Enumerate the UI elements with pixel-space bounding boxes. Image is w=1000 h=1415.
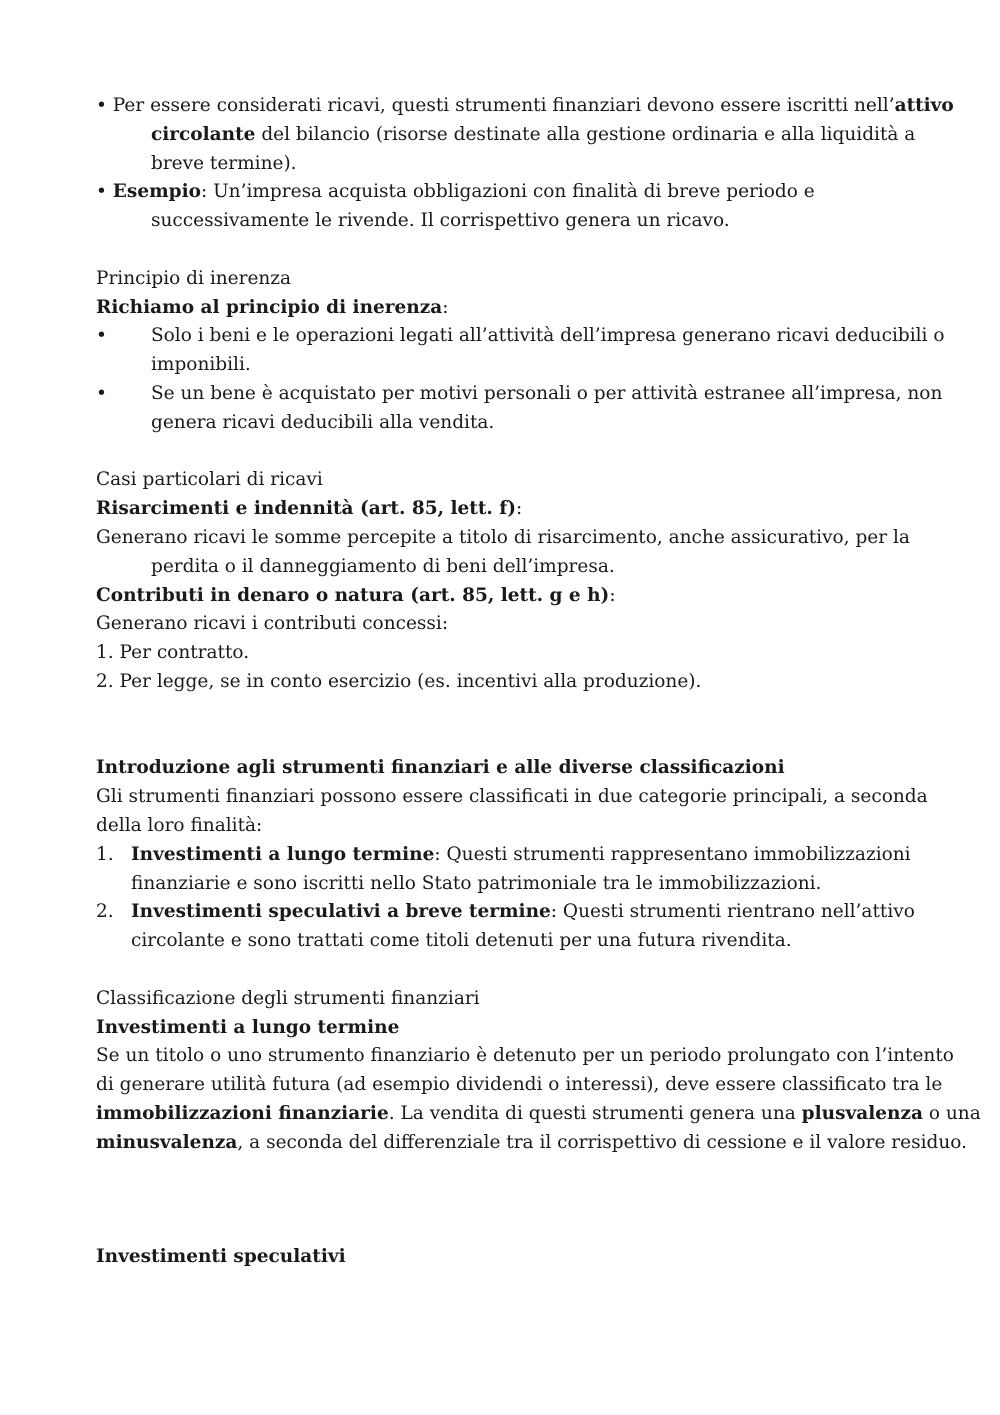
item-number: 2. <box>96 901 114 923</box>
bold-text: plusvalenza <box>801 1102 923 1124</box>
numbered-item: 1. Per contratto. <box>96 642 250 664</box>
spacer <box>96 236 916 265</box>
heading-investimenti-speculativi: Investimenti speculativi <box>96 1246 346 1268</box>
text: circolante e sono trattati come titoli detenuti per una futura rivendita. <box>131 930 792 952</box>
bold-text: immobilizzazioni finanziarie <box>96 1102 389 1124</box>
bold-text: minusvalenza <box>96 1131 238 1153</box>
paragraph-line: di generare utilità futura (ad esempio dividendi o interessi), deve essere classificato tra le <box>96 1074 943 1096</box>
text: Solo i beni e le operazioni legati all’attività dell’impresa generano ricavi deducibili o <box>151 325 945 347</box>
list-item <box>96 380 943 438</box>
subheading-risarcimenti <box>96 495 916 524</box>
bullet-icon: • <box>96 382 107 404</box>
text: , a seconda del differenziale tra il corrispettivo di cessione e il valore residuo. <box>237 1131 967 1153</box>
spacer <box>96 1157 916 1243</box>
paragraph-line <box>96 1129 967 1158</box>
list-item <box>96 322 945 380</box>
text: o una <box>922 1102 981 1124</box>
item-number: 1. <box>96 843 114 865</box>
text: breve termine). <box>151 152 297 174</box>
heading-principio-inerenza: Principio di inerenza <box>96 267 292 289</box>
text: • Per essere considerati ricavi, questi strumenti finanziari devono essere iscritti nell’ <box>96 95 895 116</box>
text: Se un bene è acquistato per motivi personali o per attività estranee all’impresa, non <box>151 382 943 404</box>
paragraph-line: Se un titolo o uno strumento finanziario è detenuto per un periodo prolungato con l’intento <box>96 1045 954 1067</box>
numbered-item: 2. Per legge, se in conto esercizio (es. incentivi alla produzione). <box>96 670 702 692</box>
text: . La vendita di questi strumenti genera una <box>388 1102 802 1124</box>
bold-text: Investimenti speculativi a breve termine <box>131 901 551 923</box>
bold-text: Esempio <box>112 181 201 203</box>
text: genera ricavi deducibili alla vendita. <box>151 411 495 433</box>
text: : Questi strumenti rappresentano immobilizzazioni <box>434 843 911 865</box>
bullet-esempio <box>96 178 916 236</box>
bold-text: Contributi in denaro o natura (art. 85, lett. g e h) <box>96 584 610 606</box>
paragraph-line: della loro finalità: <box>96 814 263 836</box>
subheading-lungo-termine: Investimenti a lungo termine <box>96 1016 400 1038</box>
paragraph-line: Generano ricavi le somme percepite a titolo di risarcimento, anche assicurativo, per la <box>96 526 910 548</box>
spacer <box>96 697 916 755</box>
text: successivamente le rivende. Il corrispettivo genera un ricavo. <box>151 210 730 232</box>
paragraph-line <box>96 1100 981 1129</box>
paragraph-line: Generano ricavi i contributi concessi: <box>96 613 449 635</box>
numbered-item <box>96 841 916 899</box>
spacer <box>96 956 916 985</box>
text: : Questi strumenti rientrano nell’attivo <box>550 901 915 923</box>
numbered-item <box>96 898 916 956</box>
heading-classificazione: Classificazione degli strumenti finanziari <box>96 987 480 1009</box>
subheading-contributi <box>96 582 916 611</box>
bold-text: Richiamo al principio di inerenza <box>96 296 443 318</box>
document-page <box>96 92 981 1272</box>
spacer <box>96 438 916 467</box>
bold-text: circolante <box>151 123 256 145</box>
paragraph-line: Gli strumenti finanziari possono essere classificati in due categorie principali, a seconda <box>96 786 928 808</box>
text: : <box>609 584 616 606</box>
subheading-richiamo <box>96 294 916 323</box>
text: • <box>96 181 113 203</box>
paragraph-line: perdita o il danneggiamento di beni dell’impresa. <box>151 555 615 577</box>
bold-text: attivo <box>894 95 954 116</box>
text: finanziarie e sono iscritti nello Stato patrimoniale tra le immobilizzazioni. <box>131 872 822 894</box>
text: : <box>442 296 449 318</box>
bullet-ricavi-attivo <box>96 92 954 178</box>
text: : Un’impresa acquista obbligazioni con finalità di breve periodo e <box>200 181 815 203</box>
bold-text: Risarcimenti e indennità (art. 85, lett. f) <box>96 498 516 520</box>
heading-casi-particolari: Casi particolari di ricavi <box>96 469 323 491</box>
heading-introduzione: Introduzione agli strumenti finanziari e alle diverse classificazioni <box>96 757 785 779</box>
text: del bilancio (risorse destinate alla gestione ordinaria e alla liquidità a <box>255 123 916 145</box>
bold-text: Investimenti a lungo termine <box>131 843 435 865</box>
text: imponibili. <box>151 354 251 376</box>
text: : <box>515 498 523 520</box>
bullet-icon: • <box>96 325 107 347</box>
